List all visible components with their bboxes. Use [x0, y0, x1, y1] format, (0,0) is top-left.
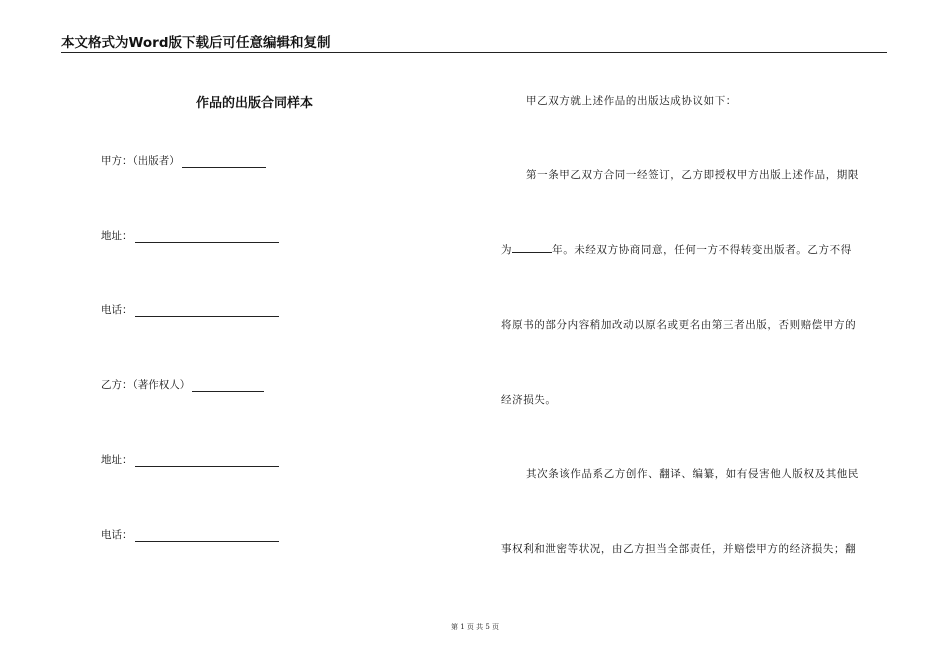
phone-a-blank[interactable]: [135, 304, 279, 317]
document-title: 作品的出版合同样本: [196, 96, 314, 111]
address-a-blank[interactable]: [135, 230, 279, 243]
intro-line: 甲乙双方就上述作品的出版达成协议如下：: [526, 95, 737, 107]
phone-a-label: 电话：: [101, 304, 133, 316]
article-1-line-3: 将原书的部分内容稍加改动以原名或更名由第三者出版，否则赔偿甲方的: [501, 319, 857, 331]
party-b-blank[interactable]: [192, 379, 264, 392]
party-a-field: [101, 154, 266, 170]
address-b-field: [101, 453, 279, 469]
phone-b-label: 电话：: [101, 529, 133, 541]
party-a-label: 甲方：（出版者）: [101, 155, 180, 167]
party-b-field: [101, 378, 264, 394]
phone-a-field: [101, 303, 279, 319]
article-1-line-1: 第一条甲乙双方合同一经签订，乙方即授权甲方出版上述作品，期限: [526, 169, 859, 181]
address-b-blank[interactable]: [135, 454, 279, 467]
address-b-label: 地址：: [101, 454, 133, 466]
address-a-label: 地址：: [101, 230, 133, 242]
article-1-line-2-pre: 为: [501, 244, 513, 256]
page-number: 第 1 页 共 5 页: [450, 623, 500, 631]
article-2-line-2: 事权利和泄密等状况，由乙方担当全部责任，并赔偿甲方的经济损失；翻: [501, 543, 857, 555]
article-1-line-2-post: 年。未经双方协商同意，任何一方不得转变出版者。乙方不得: [552, 244, 852, 256]
article-1-line-2: [501, 242, 852, 257]
phone-b-field: [101, 528, 279, 544]
address-a-field: [101, 229, 279, 245]
party-a-blank[interactable]: [182, 155, 266, 168]
article-1-line-4: 经济损失。: [501, 394, 557, 406]
term-years-blank[interactable]: [512, 242, 552, 253]
article-2-line-1: 其次条该作品系乙方创作、翻译、编纂，如有侵害他人版权及其他民: [526, 468, 859, 480]
phone-b-blank[interactable]: [135, 529, 279, 542]
party-b-label: 乙方：（著作权人）: [101, 379, 191, 391]
header-divider: [61, 52, 887, 53]
document-header: 本文格式为Word版下载后可任意编辑和复制: [61, 35, 331, 51]
